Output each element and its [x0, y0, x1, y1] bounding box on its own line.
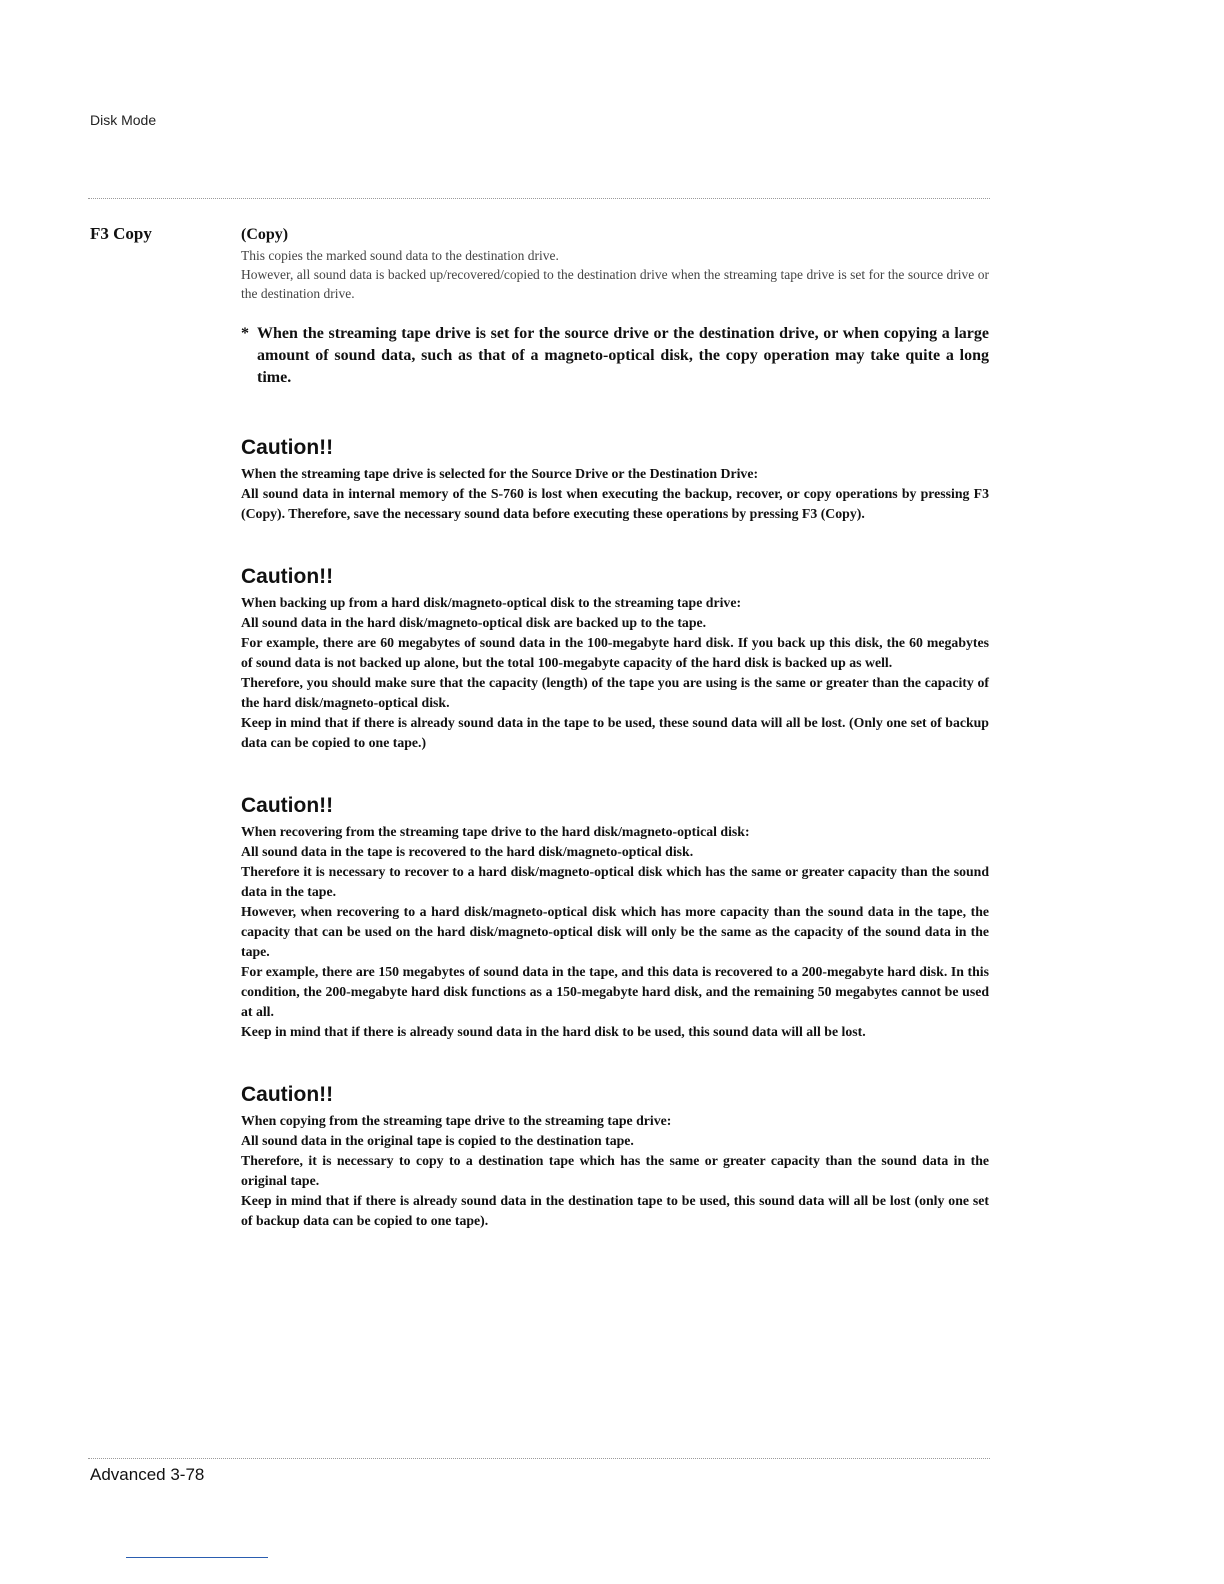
caution-paragraph: Therefore, it is necessary to copy to a destination tape which has the same or greater capacity than the sound data in the original tape. [241, 1153, 989, 1188]
caution-paragraph: Keep in mind that if there is already sound data in the hard disk to be used, this sound data will all be lost. [241, 1024, 866, 1039]
caution-paragraph: Keep in mind that if there is already sound data in the tape to be used, these sound data will all be lost. (Only one set of backup data can be copied to one tape.) [241, 715, 989, 750]
footer-accent-line [126, 1557, 268, 1558]
caution-block [241, 564, 989, 753]
caution-block [241, 435, 989, 524]
intro-paragraph: This copies the marked sound data to the destination drive. [241, 248, 559, 263]
footer-divider [88, 1458, 990, 1459]
caution-title: Caution!! [241, 1083, 334, 1106]
caution-title: Caution!! [241, 565, 334, 588]
caution-block [241, 793, 989, 1042]
caution-paragraph: For example, there are 150 megabytes of sound data in the tape, and this data is recovered to a 200-megabyte hard disk. In this condition, the 200-megabyte hard disk functions as a 150-megabyte hard disk, and the remaining 50 megabytes cannot be used at all. [241, 964, 989, 1019]
running-header: Disk Mode [90, 112, 157, 128]
caution-paragraph: All sound data in internal memory of the S-760 is lost when executing the backup, recover, or copy operations by pressing F3 (Copy). Therefore, save the necessary sound data before executing these operations by pressing F3 (Copy). [241, 486, 989, 521]
caution-paragraph: When copying from the streaming tape drive to the streaming tape drive: [241, 1113, 672, 1128]
page-footer: Advanced 3-78 [90, 1465, 205, 1484]
section-subheading: (Copy) [241, 226, 289, 243]
caution-paragraph: All sound data in the hard disk/magneto-optical disk are backed up to the tape. [241, 615, 707, 630]
caution-paragraph: For example, there are 60 megabytes of sound data in the 100-megabyte hard disk. If you back up this disk, the 60 megabytes of sound data is not backed up alone, but the total 100-megabyte capacity of the hard disk is backed up as well. [241, 635, 989, 670]
section-title: F3 Copy [90, 224, 152, 243]
caution-paragraph: Keep in mind that if there is already sound data in the destination tape to be used, this sound data will all be lost (only one set of backup data can be copied to one tape). [241, 1193, 989, 1228]
note-block [241, 323, 989, 389]
caution-paragraph: When recovering from the streaming tape drive to the hard disk/magneto-optical disk: [241, 824, 750, 839]
note-text: When the streaming tape drive is set for the source drive or the destination drive, or when copying a large amount of sound data, such as that of a magneto-optical disk, the copy operation may take quite a long time. [257, 325, 989, 386]
caution-block [241, 1082, 989, 1231]
caution-paragraph: When backing up from a hard disk/magneto-optical disk to the streaming tape drive: [241, 595, 742, 610]
caution-paragraph: All sound data in the tape is recovered to the hard disk/magneto-optical disk. [241, 844, 694, 859]
caution-title: Caution!! [241, 794, 334, 817]
intro-paragraph: However, all sound data is backed up/recovered/copied to the destination drive when the streaming tape drive is set for the source drive or the destination drive. [241, 267, 989, 301]
header-divider [88, 198, 990, 199]
caution-paragraph: Therefore, you should make sure that the capacity (length) of the tape you are using is the same or greater than the capacity of the hard disk/magneto-optical disk. [241, 675, 989, 710]
caution-paragraph: Therefore it is necessary to recover to a hard disk/magneto-optical disk which has the same or greater capacity than the sound data in the tape. [241, 864, 989, 899]
caution-paragraph: When the streaming tape drive is selected for the Source Drive or the Destination Drive: [241, 466, 759, 481]
caution-paragraph: All sound data in the original tape is copied to the destination tape. [241, 1133, 634, 1148]
note-marker: * [241, 325, 249, 342]
main-content [241, 224, 989, 1231]
caution-title: Caution!! [241, 436, 334, 459]
caution-paragraph: However, when recovering to a hard disk/magneto-optical disk which has more capacity than the sound data in the tape, the capacity that can be used on the hard disk/magneto-optical disk will only be the same as the capacity of the sound data in the tape. [241, 904, 989, 959]
